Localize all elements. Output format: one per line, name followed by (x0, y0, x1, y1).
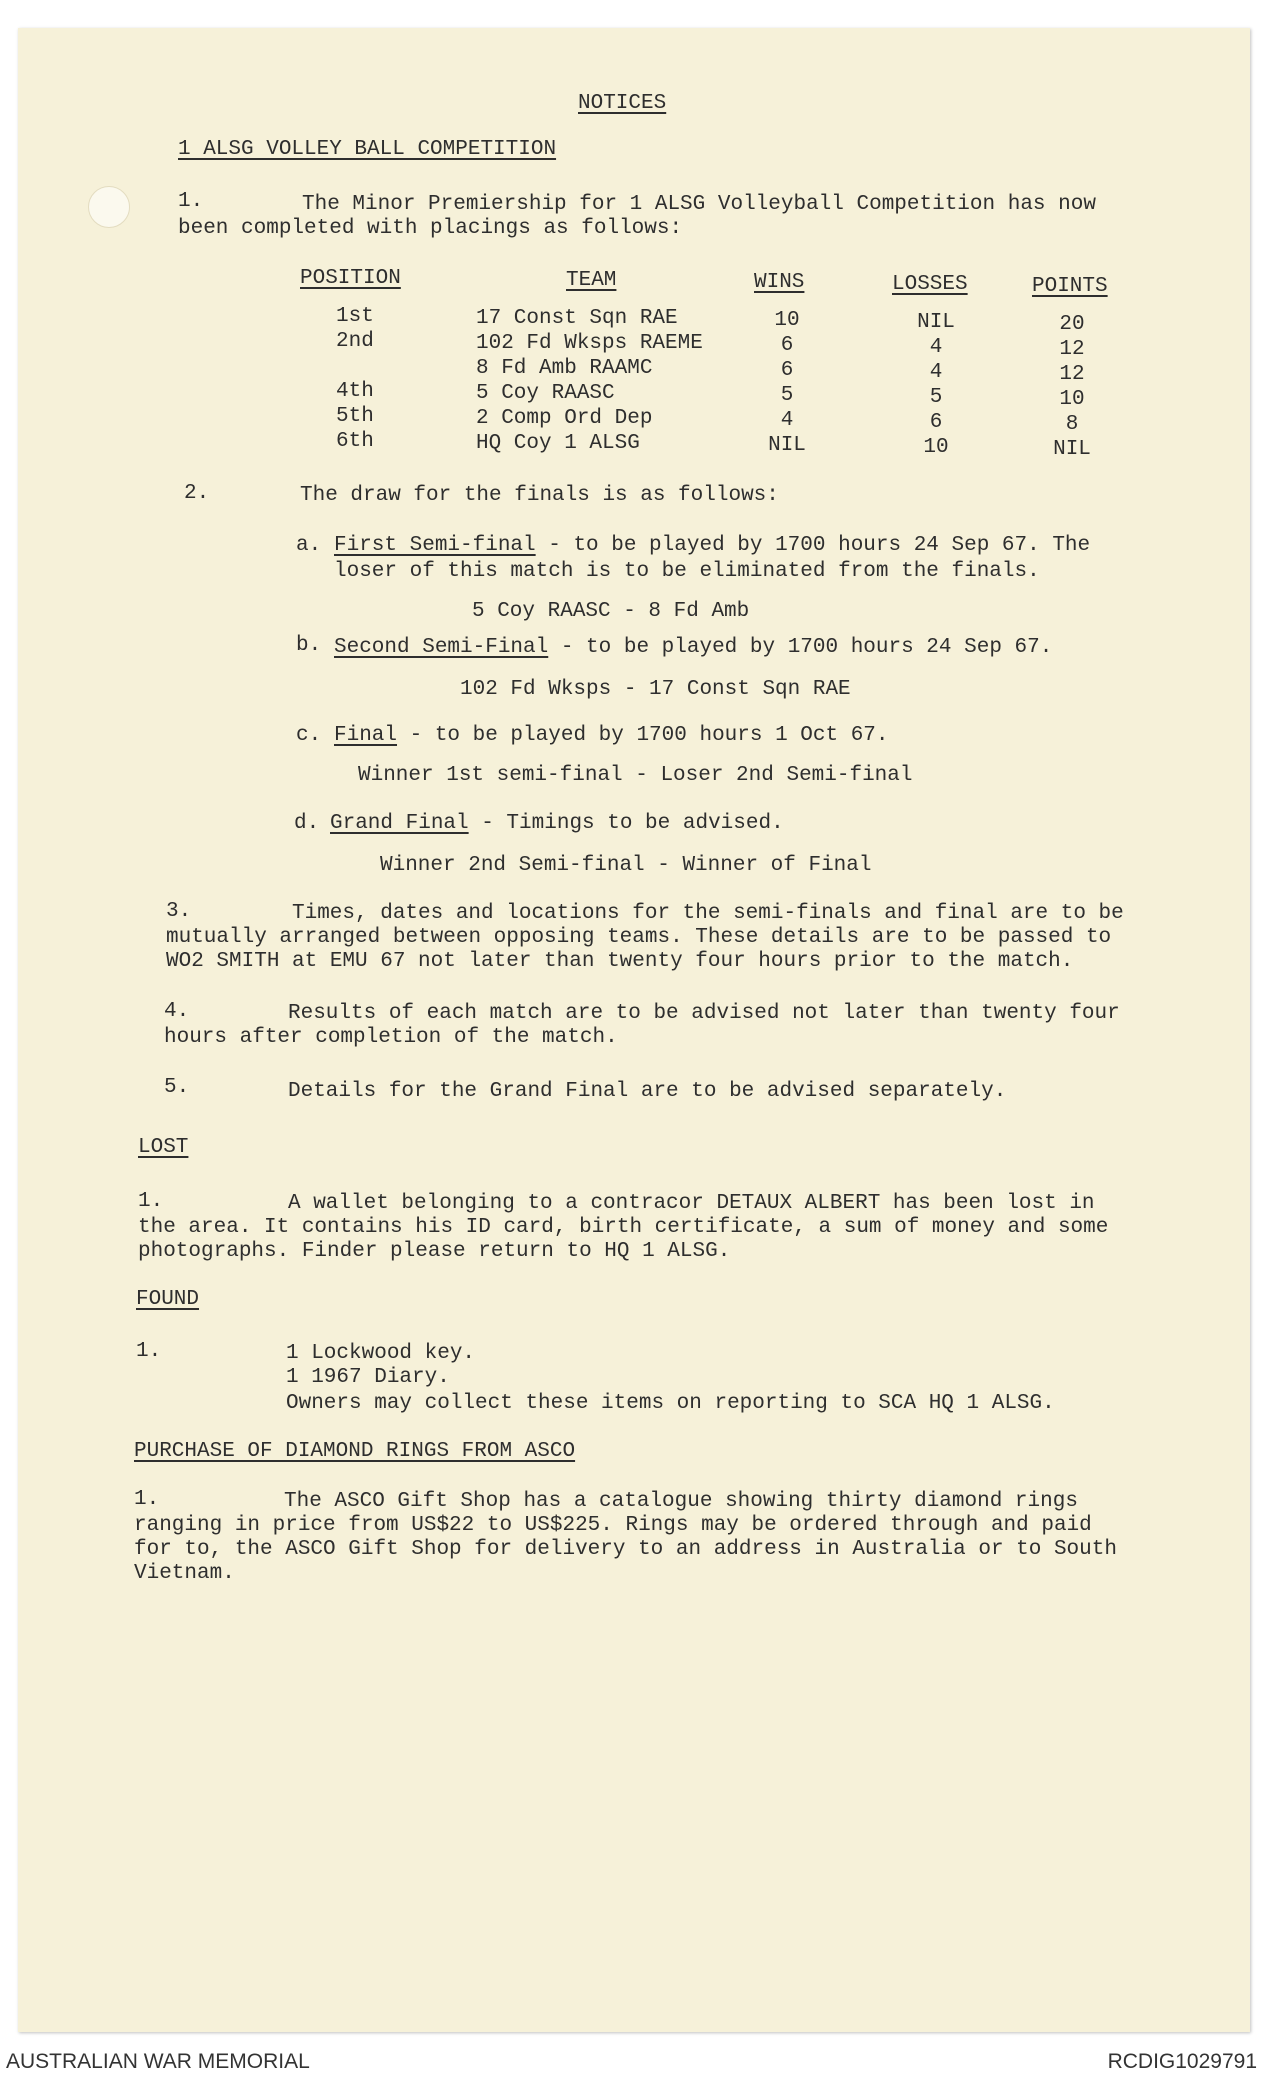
item-text: - to be played by 1700 hours 24 Sep 67. (548, 636, 1053, 659)
table-cell: NIL (768, 434, 806, 457)
column-header-position: POSITION (300, 267, 401, 290)
page-title: NOTICES (578, 92, 667, 115)
paragraph-text: mutually arranged between opposing teams. These details are to be passed to (166, 926, 1112, 949)
paragraph-text: Times, dates and locations for the semi-finals and final are to be (292, 902, 1124, 925)
match-line: 102 Fd Wksps - 17 Const Sqn RAE (460, 678, 851, 701)
team-column (476, 306, 703, 456)
item-text: - Timings to be advised. (468, 812, 784, 835)
column-header-losses: LOSSES (892, 273, 968, 296)
draw-item-c (334, 724, 889, 748)
paragraph-number: 1. (134, 1488, 160, 1511)
item-label: b. (296, 634, 322, 657)
item-label: d. (294, 812, 320, 835)
table-cell: 102 Fd Wksps RAEME (476, 332, 703, 355)
table-cell: 6 (780, 334, 794, 357)
paragraph-number: 1. (178, 190, 204, 213)
footer-record-id: RCDIG1029791 (1107, 2050, 1257, 2073)
item-label: c. (296, 724, 322, 747)
table-cell: 1st (336, 305, 374, 328)
table-cell (336, 354, 374, 379)
table-cell: 12 (1059, 363, 1085, 386)
paragraph-text: Owners may collect these items on reporting to SCA HQ 1 ALSG. (286, 1392, 1055, 1415)
table-cell: 17 Const Sqn RAE (476, 307, 678, 330)
paragraph-text: The ASCO Gift Shop has a catalogue showing thirty diamond rings (284, 1490, 1078, 1513)
table-cell: 4 (929, 336, 943, 359)
section-heading-found: FOUND (136, 1288, 200, 1311)
paragraph-text: The Minor Premiership for 1 ALSG Volleyball Competition has now (302, 193, 1096, 216)
table-cell: 4th (336, 380, 374, 403)
item-text: - to be played by 1700 hours 24 Sep 67. The (535, 534, 1091, 557)
paragraph-text: The draw for the finals is as follows: (300, 484, 779, 507)
item-title: Final (334, 724, 398, 747)
losses-column (912, 310, 960, 460)
paragraph-text: Details for the Grand Final are to be advised separately. (288, 1080, 1007, 1103)
paragraph-number: 1. (138, 1190, 164, 1213)
table-cell: NIL (917, 311, 955, 334)
paragraph-number: 2. (184, 482, 210, 505)
match-line: 5 Coy RAASC - 8 Fd Amb (472, 600, 750, 623)
table-cell: NIL (1053, 438, 1091, 461)
draw-item-a (334, 534, 1090, 558)
section-heading-volleyball: 1 ALSG VOLLEY BALL COMPETITION (178, 138, 557, 161)
item-title: Second Semi-Final (334, 636, 549, 659)
paragraph-text: for to, the ASCO Gift Shop for delivery to an address in Australia or to South (134, 1538, 1117, 1561)
match-line: Winner 2nd Semi-final - Winner of Final (380, 854, 872, 877)
table-cell: 5th (336, 405, 374, 428)
punch-hole (88, 186, 130, 228)
paragraph-text: Vietnam. (134, 1562, 235, 1585)
column-header-team: TEAM (566, 269, 617, 292)
paragraph-text: been completed with placings as follows: (178, 217, 683, 240)
table-cell: 6th (336, 430, 374, 453)
column-header-points: POINTS (1032, 275, 1108, 298)
table-cell: 6 (780, 359, 794, 382)
table-cell: 2nd (336, 330, 374, 353)
column-header-wins: WINS (754, 271, 805, 294)
item-title: First Semi-final (334, 534, 536, 557)
paragraph-text: photographs. Finder please return to HQ 1 ALSG. (138, 1240, 731, 1263)
table-cell: 8 Fd Amb RAAMC (476, 357, 653, 380)
list-item: 1 1967 Diary. (286, 1366, 450, 1389)
table-cell: 10 (774, 309, 800, 332)
item-text: - to be played by 1700 hours 1 Oct 67. (397, 724, 889, 747)
points-column (1048, 312, 1096, 462)
table-cell: 10 (1059, 388, 1085, 411)
paragraph-number: 5. (164, 1076, 190, 1099)
match-line: Winner 1st semi-final - Loser 2nd Semi-final (358, 764, 913, 787)
table-cell: 6 (929, 411, 943, 434)
table-cell: 2 Comp Ord Dep (476, 407, 653, 430)
table-cell: 20 (1059, 313, 1085, 336)
item-title: Grand Final (330, 812, 469, 835)
list-item: 1 Lockwood key. (286, 1342, 476, 1365)
paragraph-text: ranging in price from US$22 to US$225. Rings may be ordered through and paid (134, 1514, 1092, 1537)
item-label: a. (296, 534, 322, 557)
paragraph-number: 1. (136, 1340, 162, 1363)
draw-item-d (330, 812, 784, 836)
paragraph-text: A wallet belonging to a contracor DETAUX ALBERT has been lost in (288, 1192, 1095, 1215)
table-cell: 5 (929, 386, 943, 409)
paragraph-text: Results of each match are to be advised not later than twenty four (288, 1002, 1120, 1025)
table-cell: 12 (1059, 338, 1085, 361)
paragraph-number: 4. (164, 1000, 190, 1023)
paragraph-text: hours after completion of the match. (164, 1026, 618, 1049)
paragraph-number: 3. (166, 900, 192, 923)
paragraph-text: the area. It contains his ID card, birth certificate, a sum of money and some (138, 1216, 1109, 1239)
draw-item-b (334, 636, 1052, 660)
item-text: loser of this match is to be eliminated from the finals. (334, 560, 1040, 583)
table-cell: 4 (780, 409, 794, 432)
section-heading-purchase: PURCHASE OF DIAMOND RINGS FROM ASCO (134, 1440, 576, 1463)
paragraph-text: WO2 SMITH at EMU 67 not later than twenty four hours prior to the match. (166, 950, 1074, 973)
table-cell: 4 (929, 361, 943, 384)
table-cell: 5 (780, 384, 794, 407)
table-cell: 5 Coy RAASC (476, 382, 615, 405)
table-cell: 10 (923, 436, 949, 459)
footer-source: AUSTRALIAN WAR MEMORIAL (6, 2050, 310, 2073)
position-column (336, 304, 374, 454)
wins-column (764, 308, 810, 458)
table-cell: 8 (1065, 413, 1079, 436)
table-cell: HQ Coy 1 ALSG (476, 432, 640, 455)
section-heading-lost: LOST (138, 1136, 189, 1159)
